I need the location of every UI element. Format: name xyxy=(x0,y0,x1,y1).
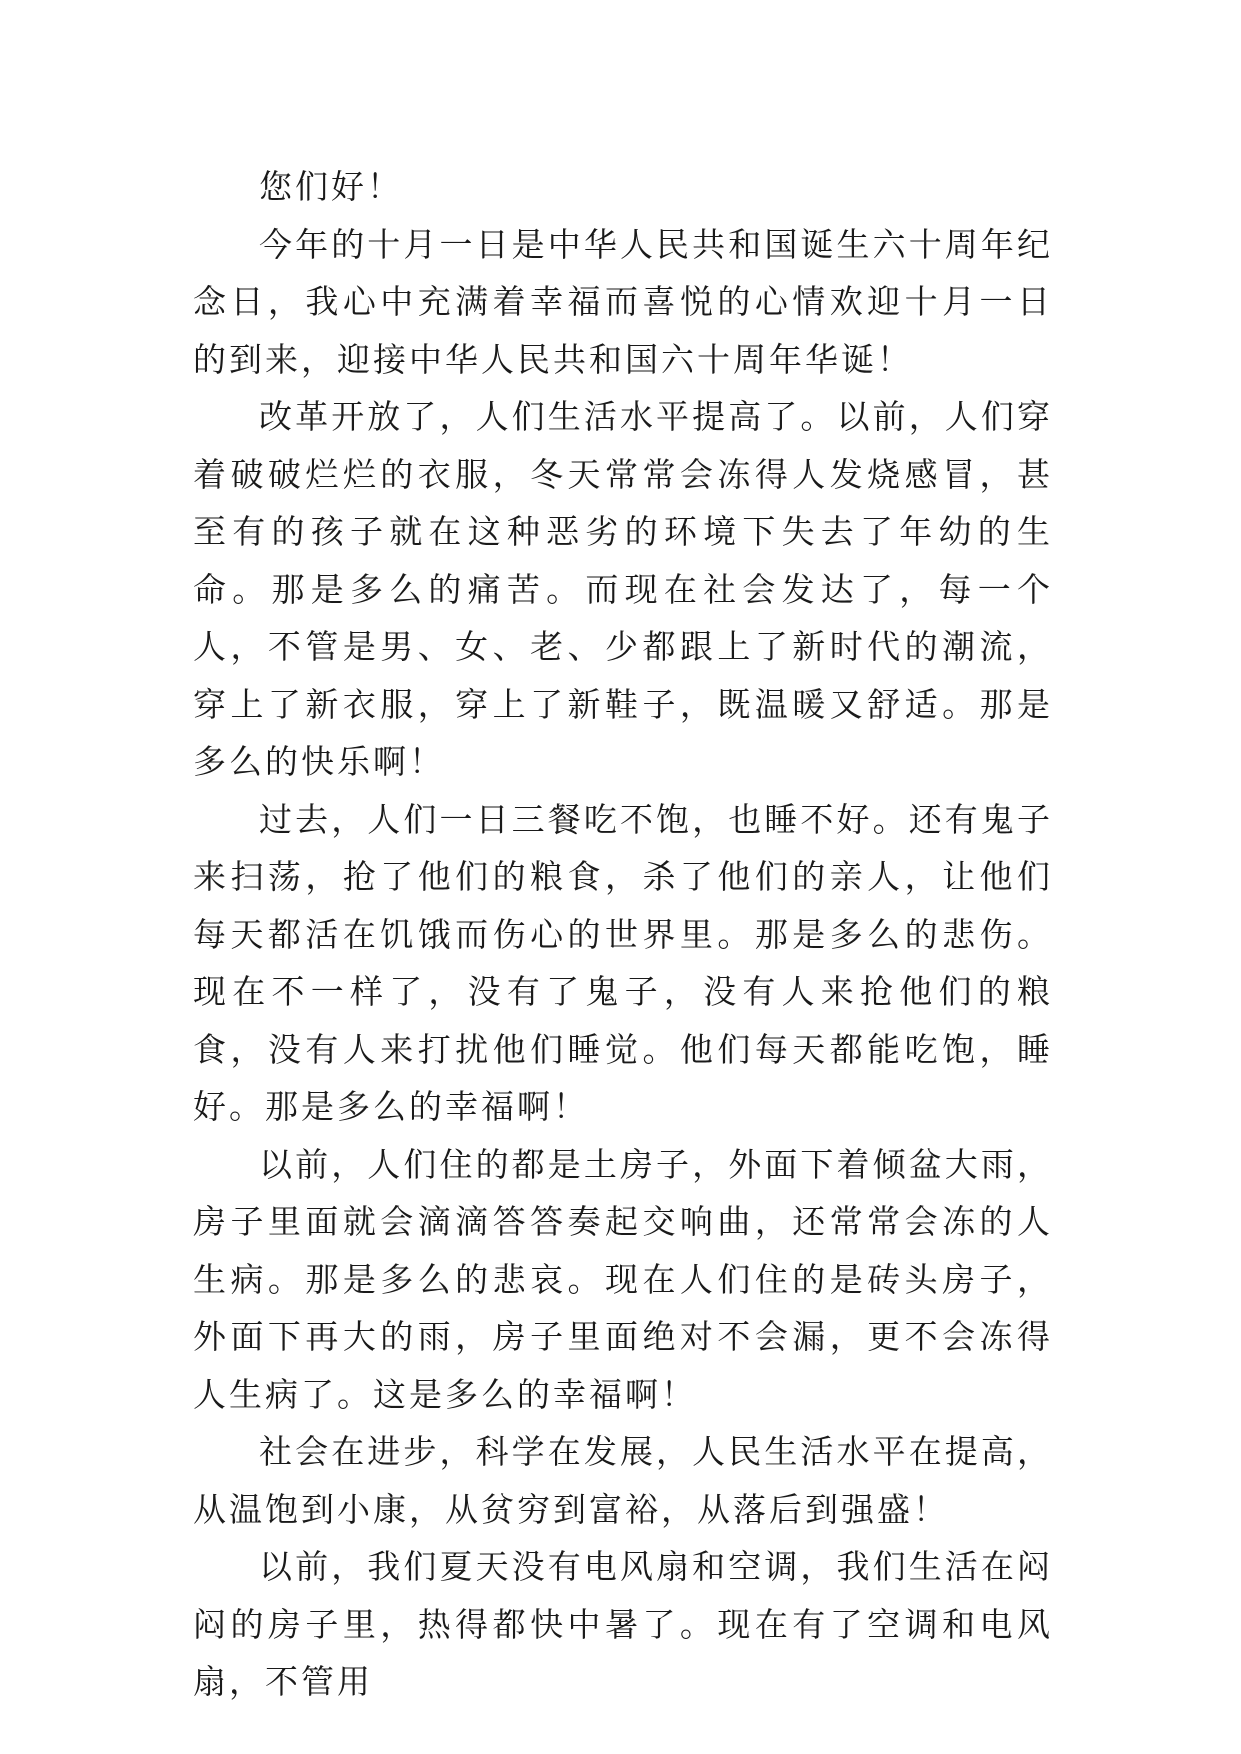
paragraph-greeting: 您们好！ xyxy=(259,167,403,206)
paragraph-food: 过去，人们一日三餐吃不饱，也睡不好。还有鬼子来扫荡，抢了他们的粮食，杀了他们的亲人，让他们每天都活在饥饿而伤心的世界里。那是多么的悲伤。现在不一样了，没有了鬼子，没有人来抢他们的粮食，没有人来打扰他们睡觉。他们每天都能吃饱，睡好。那是多么的幸福啊！ xyxy=(193,799,1053,1126)
paragraph-anniversary: 今年的十月一日是中华人民共和国诞生六十周年纪念日，我心中充满着幸福而喜悦的心情欢迎十月一日的到来，迎接中华人民共和国六十周年华诞！ xyxy=(193,224,1053,379)
document-body xyxy=(193,158,1053,1711)
paragraph-clothing: 改革开放了，人们生活水平提高了。以前，人们穿着破破烂烂的衣服，冬天常常会冻得人发烧感冒，甚至有的孩子就在这种恶劣的环境下失去了年幼的生命。那是多么的痛苦。而现在社会发达了，每一个人，不管是男、女、老、少都跟上了新时代的潮流，穿上了新衣服，穿上了新鞋子，既温暖又舒适。那是多么的快乐啊！ xyxy=(193,397,1053,781)
paragraph-summer: 以前，我们夏天没有电风扇和空调，我们生活在闷闷的房子里，热得都快中暑了。现在有了空调和电风扇，不管用 xyxy=(193,1547,1053,1701)
paragraph-progress: 社会在进步，科学在发展，人民生活水平在提高，从温饱到小康，从贫穷到富裕，从落后到强盛！ xyxy=(193,1432,1053,1529)
paragraph-housing: 以前，人们住的都是土房子，外面下着倾盆大雨，房子里面就会滴滴答答奏起交响曲，还常常会冻的人生病。那是多么的悲哀。现在人们住的是砖头房子，外面下再大的雨，房子里面绝对不会漏，更不会冻得人生病了。这是多么的幸福啊！ xyxy=(193,1144,1053,1414)
